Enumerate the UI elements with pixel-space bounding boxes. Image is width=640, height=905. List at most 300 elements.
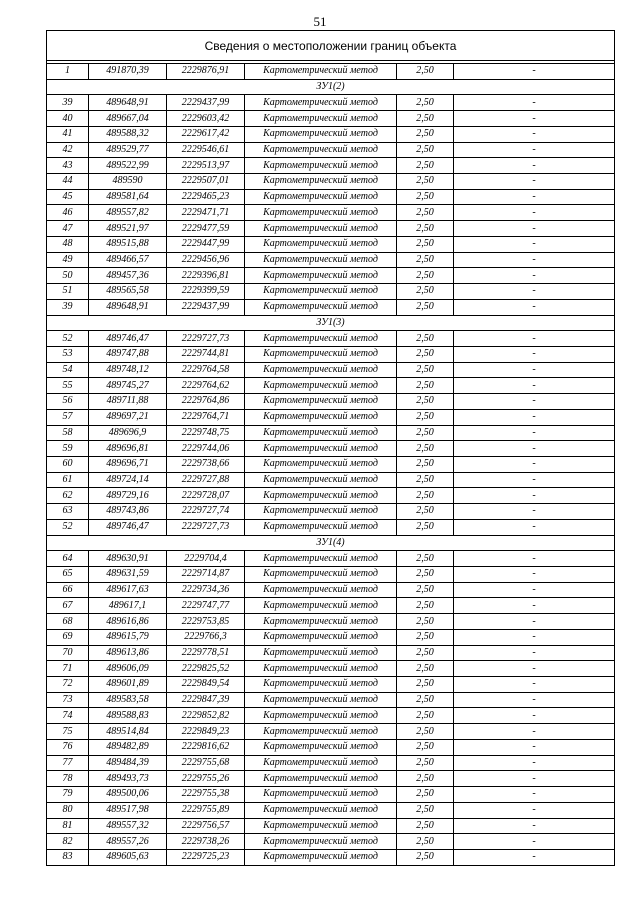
description-cell: - bbox=[454, 677, 615, 693]
y-coordinate-cell: 2229764,62 bbox=[167, 378, 245, 394]
method-cell: Картометрический метод bbox=[245, 802, 397, 818]
description-cell: - bbox=[454, 221, 615, 237]
y-coordinate-cell: 2229876,91 bbox=[167, 64, 245, 80]
description-cell: - bbox=[454, 582, 615, 598]
point-number-cell: 60 bbox=[47, 456, 89, 472]
x-coordinate-cell: 489696,71 bbox=[89, 456, 167, 472]
table-row bbox=[47, 441, 615, 457]
point-number-cell: 49 bbox=[47, 252, 89, 268]
point-number-cell: 57 bbox=[47, 409, 89, 425]
x-coordinate-cell: 489565,58 bbox=[89, 284, 167, 300]
accuracy-cell: 2,50 bbox=[397, 394, 454, 410]
point-number-cell: 44 bbox=[47, 174, 89, 190]
y-coordinate-cell: 2229755,89 bbox=[167, 802, 245, 818]
method-cell: Картометрический метод bbox=[245, 174, 397, 190]
description-cell: - bbox=[454, 802, 615, 818]
method-cell: Картометрический метод bbox=[245, 677, 397, 693]
x-coordinate-cell: 489588,83 bbox=[89, 708, 167, 724]
accuracy-cell: 2,50 bbox=[397, 645, 454, 661]
accuracy-cell: 2,50 bbox=[397, 331, 454, 347]
x-coordinate-cell: 489711,88 bbox=[89, 394, 167, 410]
point-number-cell: 63 bbox=[47, 504, 89, 520]
accuracy-cell: 2,50 bbox=[397, 582, 454, 598]
method-cell: Картометрический метод bbox=[245, 598, 397, 614]
method-cell: Картометрический метод bbox=[245, 551, 397, 567]
y-coordinate-cell: 2229465,23 bbox=[167, 189, 245, 205]
description-cell: - bbox=[454, 567, 615, 583]
accuracy-cell: 2,50 bbox=[397, 126, 454, 142]
description-cell: - bbox=[454, 504, 615, 520]
method-cell: Картометрический метод bbox=[245, 362, 397, 378]
table-row bbox=[47, 519, 615, 535]
description-cell: - bbox=[454, 95, 615, 111]
accuracy-cell: 2,50 bbox=[397, 708, 454, 724]
method-cell: Картометрический метод bbox=[245, 787, 397, 803]
table-row bbox=[47, 567, 615, 583]
method-cell: Картометрический метод bbox=[245, 582, 397, 598]
table-row bbox=[47, 346, 615, 362]
x-coordinate-cell: 489729,16 bbox=[89, 488, 167, 504]
table-row bbox=[47, 488, 615, 504]
description-cell: - bbox=[454, 268, 615, 284]
point-number-cell: 66 bbox=[47, 582, 89, 598]
y-coordinate-cell: 2229477,59 bbox=[167, 221, 245, 237]
method-cell: Картометрический метод bbox=[245, 771, 397, 787]
method-cell: Картометрический метод bbox=[245, 724, 397, 740]
method-cell: Картометрический метод bbox=[245, 614, 397, 630]
method-cell: Картометрический метод bbox=[245, 346, 397, 362]
table-row bbox=[47, 504, 615, 520]
accuracy-cell: 2,50 bbox=[397, 629, 454, 645]
table-row bbox=[47, 771, 615, 787]
y-coordinate-cell: 2229755,38 bbox=[167, 787, 245, 803]
x-coordinate-cell: 489605,63 bbox=[89, 849, 167, 865]
method-cell: Картометрический метод bbox=[245, 661, 397, 677]
point-number-cell: 1 bbox=[47, 64, 89, 80]
method-cell: Картометрический метод bbox=[245, 488, 397, 504]
table-row bbox=[47, 551, 615, 567]
x-coordinate-cell: 489493,73 bbox=[89, 771, 167, 787]
x-coordinate-cell: 489746,47 bbox=[89, 331, 167, 347]
description-cell: - bbox=[454, 409, 615, 425]
table-title-row bbox=[47, 31, 615, 61]
y-coordinate-cell: 2229437,99 bbox=[167, 95, 245, 111]
method-cell: Картометрический метод bbox=[245, 189, 397, 205]
table-row bbox=[47, 221, 615, 237]
table-row bbox=[47, 205, 615, 221]
y-coordinate-cell: 2229766,3 bbox=[167, 629, 245, 645]
description-cell: - bbox=[454, 441, 615, 457]
point-number-cell: 53 bbox=[47, 346, 89, 362]
method-cell: Картометрический метод bbox=[245, 472, 397, 488]
x-coordinate-cell: 489748,12 bbox=[89, 362, 167, 378]
section-header-row bbox=[47, 535, 615, 551]
point-number-cell: 42 bbox=[47, 142, 89, 158]
description-cell: - bbox=[454, 708, 615, 724]
table-row bbox=[47, 64, 615, 80]
x-coordinate-cell: 489617,1 bbox=[89, 598, 167, 614]
y-coordinate-cell: 2229396,81 bbox=[167, 268, 245, 284]
accuracy-cell: 2,50 bbox=[397, 158, 454, 174]
accuracy-cell: 2,50 bbox=[397, 677, 454, 693]
accuracy-cell: 2,50 bbox=[397, 519, 454, 535]
x-coordinate-cell: 489466,57 bbox=[89, 252, 167, 268]
accuracy-cell: 2,50 bbox=[397, 598, 454, 614]
description-cell: - bbox=[454, 834, 615, 850]
description-cell: - bbox=[454, 456, 615, 472]
accuracy-cell: 2,50 bbox=[397, 189, 454, 205]
x-coordinate-cell: 489667,04 bbox=[89, 111, 167, 127]
table-row bbox=[47, 849, 615, 865]
table-row bbox=[47, 834, 615, 850]
method-cell: Картометрический метод bbox=[245, 236, 397, 252]
description-cell: - bbox=[454, 142, 615, 158]
x-coordinate-cell: 489588,32 bbox=[89, 126, 167, 142]
description-cell: - bbox=[454, 818, 615, 834]
x-coordinate-cell: 489517,98 bbox=[89, 802, 167, 818]
x-coordinate-cell: 489581,64 bbox=[89, 189, 167, 205]
description-cell: - bbox=[454, 252, 615, 268]
x-coordinate-cell: 489648,91 bbox=[89, 299, 167, 315]
description-cell: - bbox=[454, 614, 615, 630]
y-coordinate-cell: 2229725,23 bbox=[167, 849, 245, 865]
method-cell: Картометрический метод bbox=[245, 739, 397, 755]
method-cell: Картометрический метод bbox=[245, 818, 397, 834]
table-row bbox=[47, 614, 615, 630]
method-cell: Картометрический метод bbox=[245, 221, 397, 237]
method-cell: Картометрический метод bbox=[245, 299, 397, 315]
point-number-cell: 70 bbox=[47, 645, 89, 661]
description-cell: - bbox=[454, 174, 615, 190]
section-header-row bbox=[47, 79, 615, 95]
y-coordinate-cell: 2229734,36 bbox=[167, 582, 245, 598]
table-row bbox=[47, 158, 615, 174]
x-coordinate-cell: 489631,59 bbox=[89, 567, 167, 583]
method-cell: Картометрический метод bbox=[245, 849, 397, 865]
y-coordinate-cell: 2229825,52 bbox=[167, 661, 245, 677]
point-number-cell: 65 bbox=[47, 567, 89, 583]
y-coordinate-cell: 2229744,06 bbox=[167, 441, 245, 457]
accuracy-cell: 2,50 bbox=[397, 142, 454, 158]
table-row bbox=[47, 236, 615, 252]
y-coordinate-cell: 2229727,73 bbox=[167, 331, 245, 347]
accuracy-cell: 2,50 bbox=[397, 802, 454, 818]
method-cell: Картометрический метод bbox=[245, 567, 397, 583]
accuracy-cell: 2,50 bbox=[397, 661, 454, 677]
x-coordinate-cell: 489500,06 bbox=[89, 787, 167, 803]
x-coordinate-cell: 489696,81 bbox=[89, 441, 167, 457]
x-coordinate-cell: 489745,27 bbox=[89, 378, 167, 394]
point-number-cell: 48 bbox=[47, 236, 89, 252]
y-coordinate-cell: 2229849,54 bbox=[167, 677, 245, 693]
point-number-cell: 40 bbox=[47, 111, 89, 127]
y-coordinate-cell: 2229778,51 bbox=[167, 645, 245, 661]
method-cell: Картометрический метод bbox=[245, 95, 397, 111]
table-row bbox=[47, 456, 615, 472]
y-coordinate-cell: 2229764,86 bbox=[167, 394, 245, 410]
table-row bbox=[47, 425, 615, 441]
y-coordinate-cell: 2229727,73 bbox=[167, 519, 245, 535]
y-coordinate-cell: 2229816,62 bbox=[167, 739, 245, 755]
point-number-cell: 62 bbox=[47, 488, 89, 504]
point-number-cell: 52 bbox=[47, 331, 89, 347]
x-coordinate-cell: 491870,39 bbox=[89, 64, 167, 80]
accuracy-cell: 2,50 bbox=[397, 362, 454, 378]
accuracy-cell: 2,50 bbox=[397, 268, 454, 284]
table-row bbox=[47, 362, 615, 378]
x-coordinate-cell: 489515,88 bbox=[89, 236, 167, 252]
accuracy-cell: 2,50 bbox=[397, 818, 454, 834]
accuracy-cell: 2,50 bbox=[397, 488, 454, 504]
description-cell: - bbox=[454, 126, 615, 142]
accuracy-cell: 2,50 bbox=[397, 724, 454, 740]
accuracy-cell: 2,50 bbox=[397, 834, 454, 850]
section-label: ЗУ1(3) bbox=[47, 315, 615, 331]
method-cell: Картометрический метод bbox=[245, 158, 397, 174]
description-cell: - bbox=[454, 551, 615, 567]
point-number-cell: 69 bbox=[47, 629, 89, 645]
accuracy-cell: 2,50 bbox=[397, 849, 454, 865]
description-cell: - bbox=[454, 425, 615, 441]
point-number-cell: 75 bbox=[47, 724, 89, 740]
point-number-cell: 45 bbox=[47, 189, 89, 205]
table-row bbox=[47, 378, 615, 394]
accuracy-cell: 2,50 bbox=[397, 174, 454, 190]
point-number-cell: 58 bbox=[47, 425, 89, 441]
table-row bbox=[47, 472, 615, 488]
method-cell: Картометрический метод bbox=[245, 142, 397, 158]
point-number-cell: 39 bbox=[47, 299, 89, 315]
table-row bbox=[47, 661, 615, 677]
point-number-cell: 76 bbox=[47, 739, 89, 755]
method-cell: Картометрический метод bbox=[245, 268, 397, 284]
point-number-cell: 50 bbox=[47, 268, 89, 284]
x-coordinate-cell: 489590 bbox=[89, 174, 167, 190]
accuracy-cell: 2,50 bbox=[397, 284, 454, 300]
table-row bbox=[47, 629, 615, 645]
table-row bbox=[47, 645, 615, 661]
method-cell: Картометрический метод bbox=[245, 126, 397, 142]
accuracy-cell: 2,50 bbox=[397, 95, 454, 111]
x-coordinate-cell: 489697,21 bbox=[89, 409, 167, 425]
point-number-cell: 59 bbox=[47, 441, 89, 457]
description-cell: - bbox=[454, 346, 615, 362]
y-coordinate-cell: 2229753,85 bbox=[167, 614, 245, 630]
accuracy-cell: 2,50 bbox=[397, 425, 454, 441]
point-number-cell: 55 bbox=[47, 378, 89, 394]
y-coordinate-cell: 2229852,82 bbox=[167, 708, 245, 724]
x-coordinate-cell: 489457,36 bbox=[89, 268, 167, 284]
table-row bbox=[47, 394, 615, 410]
description-cell: - bbox=[454, 64, 615, 80]
point-number-cell: 82 bbox=[47, 834, 89, 850]
table-row bbox=[47, 724, 615, 740]
y-coordinate-cell: 2229513,97 bbox=[167, 158, 245, 174]
accuracy-cell: 2,50 bbox=[397, 567, 454, 583]
accuracy-cell: 2,50 bbox=[397, 221, 454, 237]
description-cell: - bbox=[454, 362, 615, 378]
point-number-cell: 39 bbox=[47, 95, 89, 111]
description-cell: - bbox=[454, 331, 615, 347]
section-header-row bbox=[47, 315, 615, 331]
accuracy-cell: 2,50 bbox=[397, 755, 454, 771]
method-cell: Картометрический метод bbox=[245, 834, 397, 850]
point-number-cell: 79 bbox=[47, 787, 89, 803]
accuracy-cell: 2,50 bbox=[397, 472, 454, 488]
boundary-coordinates-table bbox=[46, 30, 615, 866]
y-coordinate-cell: 2229849,23 bbox=[167, 724, 245, 740]
method-cell: Картометрический метод bbox=[245, 378, 397, 394]
point-number-cell: 51 bbox=[47, 284, 89, 300]
description-cell: - bbox=[454, 299, 615, 315]
description-cell: - bbox=[454, 755, 615, 771]
y-coordinate-cell: 2229471,71 bbox=[167, 205, 245, 221]
accuracy-cell: 2,50 bbox=[397, 787, 454, 803]
y-coordinate-cell: 2229727,88 bbox=[167, 472, 245, 488]
point-number-cell: 78 bbox=[47, 771, 89, 787]
description-cell: - bbox=[454, 787, 615, 803]
x-coordinate-cell: 489482,89 bbox=[89, 739, 167, 755]
x-coordinate-cell: 489617,63 bbox=[89, 582, 167, 598]
y-coordinate-cell: 2229738,66 bbox=[167, 456, 245, 472]
y-coordinate-cell: 2229603,42 bbox=[167, 111, 245, 127]
point-number-cell: 71 bbox=[47, 661, 89, 677]
x-coordinate-cell: 489630,91 bbox=[89, 551, 167, 567]
table-row bbox=[47, 174, 615, 190]
x-coordinate-cell: 489743,86 bbox=[89, 504, 167, 520]
description-cell: - bbox=[454, 158, 615, 174]
accuracy-cell: 2,50 bbox=[397, 771, 454, 787]
description-cell: - bbox=[454, 394, 615, 410]
table-row bbox=[47, 189, 615, 205]
point-number-cell: 67 bbox=[47, 598, 89, 614]
accuracy-cell: 2,50 bbox=[397, 614, 454, 630]
x-coordinate-cell: 489557,32 bbox=[89, 818, 167, 834]
method-cell: Картометрический метод bbox=[245, 629, 397, 645]
method-cell: Картометрический метод bbox=[245, 441, 397, 457]
table-row bbox=[47, 598, 615, 614]
accuracy-cell: 2,50 bbox=[397, 456, 454, 472]
y-coordinate-cell: 2229748,75 bbox=[167, 425, 245, 441]
table-row bbox=[47, 252, 615, 268]
point-number-cell: 47 bbox=[47, 221, 89, 237]
accuracy-cell: 2,50 bbox=[397, 378, 454, 394]
table-row bbox=[47, 299, 615, 315]
table-row bbox=[47, 692, 615, 708]
table-row bbox=[47, 708, 615, 724]
description-cell: - bbox=[454, 205, 615, 221]
y-coordinate-cell: 2229447,99 bbox=[167, 236, 245, 252]
method-cell: Картометрический метод bbox=[245, 111, 397, 127]
y-coordinate-cell: 2229744,81 bbox=[167, 346, 245, 362]
method-cell: Картометрический метод bbox=[245, 708, 397, 724]
y-coordinate-cell: 2229756,57 bbox=[167, 818, 245, 834]
y-coordinate-cell: 2229399,59 bbox=[167, 284, 245, 300]
y-coordinate-cell: 2229714,87 bbox=[167, 567, 245, 583]
method-cell: Картометрический метод bbox=[245, 755, 397, 771]
accuracy-cell: 2,50 bbox=[397, 346, 454, 362]
method-cell: Картометрический метод bbox=[245, 692, 397, 708]
y-coordinate-cell: 2229546,61 bbox=[167, 142, 245, 158]
method-cell: Картометрический метод bbox=[245, 205, 397, 221]
table-row bbox=[47, 582, 615, 598]
description-cell: - bbox=[454, 519, 615, 535]
y-coordinate-cell: 2229755,26 bbox=[167, 771, 245, 787]
point-number-cell: 61 bbox=[47, 472, 89, 488]
table-row bbox=[47, 739, 615, 755]
accuracy-cell: 2,50 bbox=[397, 739, 454, 755]
description-cell: - bbox=[454, 598, 615, 614]
accuracy-cell: 2,50 bbox=[397, 236, 454, 252]
description-cell: - bbox=[454, 284, 615, 300]
table-row bbox=[47, 142, 615, 158]
description-cell: - bbox=[454, 236, 615, 252]
accuracy-cell: 2,50 bbox=[397, 205, 454, 221]
accuracy-cell: 2,50 bbox=[397, 692, 454, 708]
point-number-cell: 68 bbox=[47, 614, 89, 630]
accuracy-cell: 2,50 bbox=[397, 504, 454, 520]
point-number-cell: 43 bbox=[47, 158, 89, 174]
method-cell: Картометрический метод bbox=[245, 519, 397, 535]
method-cell: Картометрический метод bbox=[245, 504, 397, 520]
table-row bbox=[47, 95, 615, 111]
point-number-cell: 80 bbox=[47, 802, 89, 818]
y-coordinate-cell: 2229755,68 bbox=[167, 755, 245, 771]
description-cell: - bbox=[454, 488, 615, 504]
point-number-cell: 74 bbox=[47, 708, 89, 724]
method-cell: Картометрический метод bbox=[245, 456, 397, 472]
point-number-cell: 83 bbox=[47, 849, 89, 865]
table-row bbox=[47, 677, 615, 693]
description-cell: - bbox=[454, 724, 615, 740]
table-row bbox=[47, 818, 615, 834]
x-coordinate-cell: 489557,82 bbox=[89, 205, 167, 221]
x-coordinate-cell: 489484,39 bbox=[89, 755, 167, 771]
point-number-cell: 64 bbox=[47, 551, 89, 567]
accuracy-cell: 2,50 bbox=[397, 111, 454, 127]
x-coordinate-cell: 489514,84 bbox=[89, 724, 167, 740]
y-coordinate-cell: 2229456,96 bbox=[167, 252, 245, 268]
point-number-cell: 52 bbox=[47, 519, 89, 535]
page-number: 51 bbox=[313, 14, 327, 29]
description-cell: - bbox=[454, 739, 615, 755]
y-coordinate-cell: 2229764,58 bbox=[167, 362, 245, 378]
table-row bbox=[47, 268, 615, 284]
table-row bbox=[47, 331, 615, 347]
x-coordinate-cell: 489747,88 bbox=[89, 346, 167, 362]
x-coordinate-cell: 489696,9 bbox=[89, 425, 167, 441]
description-cell: - bbox=[454, 661, 615, 677]
x-coordinate-cell: 489583,58 bbox=[89, 692, 167, 708]
point-number-cell: 73 bbox=[47, 692, 89, 708]
y-coordinate-cell: 2229704,4 bbox=[167, 551, 245, 567]
x-coordinate-cell: 489606,09 bbox=[89, 661, 167, 677]
table-row bbox=[47, 755, 615, 771]
description-cell: - bbox=[454, 645, 615, 661]
point-number-cell: 72 bbox=[47, 677, 89, 693]
x-coordinate-cell: 489613,86 bbox=[89, 645, 167, 661]
y-coordinate-cell: 2229617,42 bbox=[167, 126, 245, 142]
description-cell: - bbox=[454, 472, 615, 488]
description-cell: - bbox=[454, 692, 615, 708]
section-label: ЗУ1(2) bbox=[47, 79, 615, 95]
x-coordinate-cell: 489724,14 bbox=[89, 472, 167, 488]
accuracy-cell: 2,50 bbox=[397, 409, 454, 425]
description-cell: - bbox=[454, 111, 615, 127]
accuracy-cell: 2,50 bbox=[397, 252, 454, 268]
table-row bbox=[47, 409, 615, 425]
x-coordinate-cell: 489648,91 bbox=[89, 95, 167, 111]
